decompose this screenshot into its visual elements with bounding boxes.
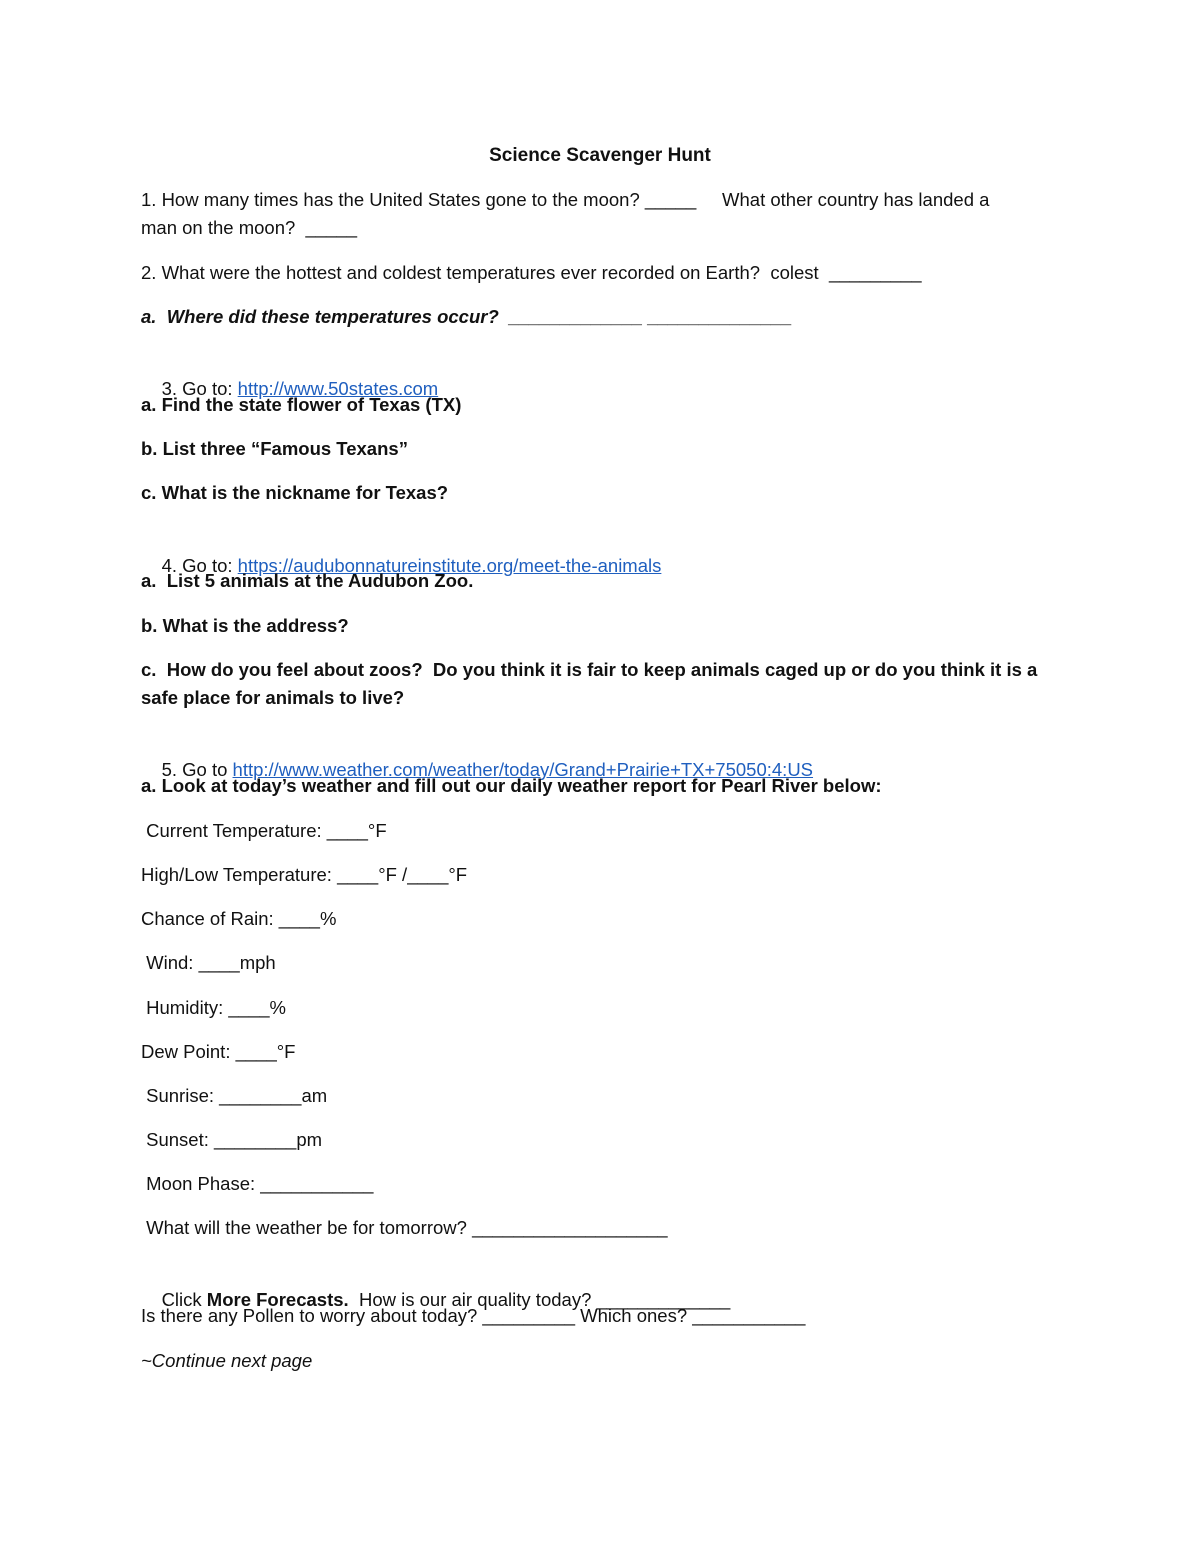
question-1-line-1: 1. How many times has the United States gone to the moon? _____ What other country has landed a: [141, 189, 990, 210]
current-temperature: Current Temperature: ____°F: [141, 820, 387, 841]
page-title: Science Scavenger Hunt: [489, 145, 711, 166]
question-4b: b. What is the address?: [141, 615, 349, 636]
humidity: Humidity: ____%: [141, 997, 286, 1018]
question-4: [141, 524, 661, 608]
wind: Wind: ____mph: [141, 952, 276, 973]
sunrise: Sunrise: ________am: [141, 1085, 328, 1106]
weather-link[interactable]: http://www.weather.com/weather/today/Grand+Prairie+TX+75050:4:US: [232, 759, 814, 780]
dew-point: Dew Point: ____°F: [141, 1041, 296, 1062]
tomorrow-weather: What will the weather be for tomorrow? ___________________: [141, 1217, 668, 1238]
question-1-line-2: man on the moon? _____: [141, 217, 357, 238]
question-4c-line-2: safe place for animals to live?: [141, 687, 405, 708]
question-2: 2. What were the hottest and coldest temperatures ever recorded on Earth? colest _________: [141, 262, 922, 283]
sunset: Sunset: ________pm: [141, 1129, 323, 1150]
question-5a: a. Look at today’s weather and fill out our daily weather report for Pearl River below:: [141, 775, 882, 796]
50states-link[interactable]: http://www.50states.com: [237, 378, 439, 399]
moon-phase: Moon Phase: ___________: [141, 1173, 374, 1194]
high-low-temperature: High/Low Temperature: ____°F /____°F: [141, 864, 468, 885]
question-3a: a. Find the state flower of Texas (TX): [141, 394, 462, 415]
question-5-prefix: 5. Go to: [161, 759, 233, 780]
air-quality-question: How is our air quality today? _____________: [348, 1289, 731, 1310]
question-3c: c. What is the nickname for Texas?: [141, 482, 449, 503]
pollen-question: Is there any Pollen to worry about today? _________ Which ones? ___________: [141, 1305, 806, 1326]
continue-note: ~Continue next page: [141, 1350, 313, 1371]
question-2a: a. Where did these temperatures occur? _____________ ______________: [141, 306, 792, 327]
question-3-prefix: 3. Go to:: [161, 378, 238, 399]
more-forecasts-label: More Forecasts.: [206, 1289, 349, 1310]
chance-of-rain: Chance of Rain: ____%: [141, 908, 337, 929]
question-4a: a. List 5 animals at the Audubon Zoo.: [141, 570, 474, 591]
more-forecasts-prefix: Click: [161, 1289, 207, 1310]
question-4-prefix: 4. Go to:: [161, 555, 238, 576]
question-4c-line-1: c. How do you feel about zoos? Do you think it is fair to keep animals caged up or do you think it is a: [141, 659, 1038, 680]
audubon-link[interactable]: https://audubonnatureinstitute.org/meet-the-animals: [237, 555, 662, 576]
question-3b: b. List three “Famous Texans”: [141, 438, 408, 459]
